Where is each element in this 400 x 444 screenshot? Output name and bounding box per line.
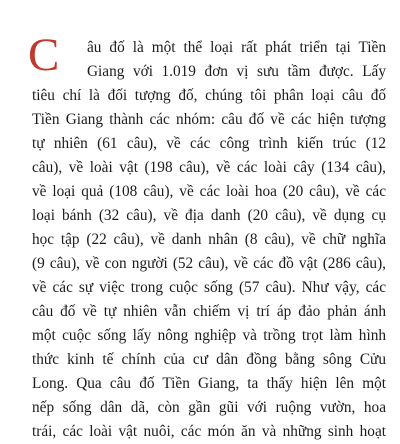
text-line: học tập (22 câu), về danh nhân (8 câu), về chữ nghĩa	[32, 231, 386, 248]
text-line: về loại quả (108 câu), về các loài hoa (20 câu), về các	[32, 183, 386, 200]
text-line: Tiền Giang thành các nhóm: câu đố về các hiện tượng	[32, 111, 386, 128]
text-line: tự nhiên (61 câu), về các công trình kiến trúc (12	[32, 135, 386, 152]
text-line: âu đố là một thể loại rất phát triển tại Tiền	[87, 39, 386, 56]
text-line: câu), về loài vật (198 câu), về các loài cây (134 câu),	[32, 159, 386, 176]
text-line: tiêu chí là đối tượng đố, chúng tôi phân loại câu đố	[32, 87, 386, 104]
text-line: Long. Qua câu đố Tiền Giang, ta thấy hiện lên một	[32, 375, 386, 392]
text-line: Giang với 1.019 đơn vị sưu tầm được. Lấy	[87, 63, 386, 80]
text-line: về các sự việc trong cuộc sống (57 câu). Như vậy, các	[32, 279, 386, 296]
text-line: trái, các loài vật nuôi, các món ăn và những sinh hoạt	[32, 423, 386, 440]
text-line: một cuộc sống lấy nông nghiệp và trồng trọt làm hình	[32, 327, 386, 344]
text-line: câu đố về tự nhiên vẫn chiếm vị trí áp đảo phản ánh	[32, 303, 386, 320]
text-line: (9 câu), về con người (52 câu), về các đồ vật (286 câu),	[32, 255, 386, 272]
text-line: nếp sống dân dã, còn gần gũi với ruộng vườn, hoa	[32, 399, 386, 416]
drop-cap: C	[28, 29, 60, 81]
text-line: thức kinh tế chính của cư dân đồng bằng sông Cửu	[32, 351, 386, 368]
text-line: loại bánh (32 câu), về địa danh (20 câu), về dụng cụ	[32, 207, 386, 224]
